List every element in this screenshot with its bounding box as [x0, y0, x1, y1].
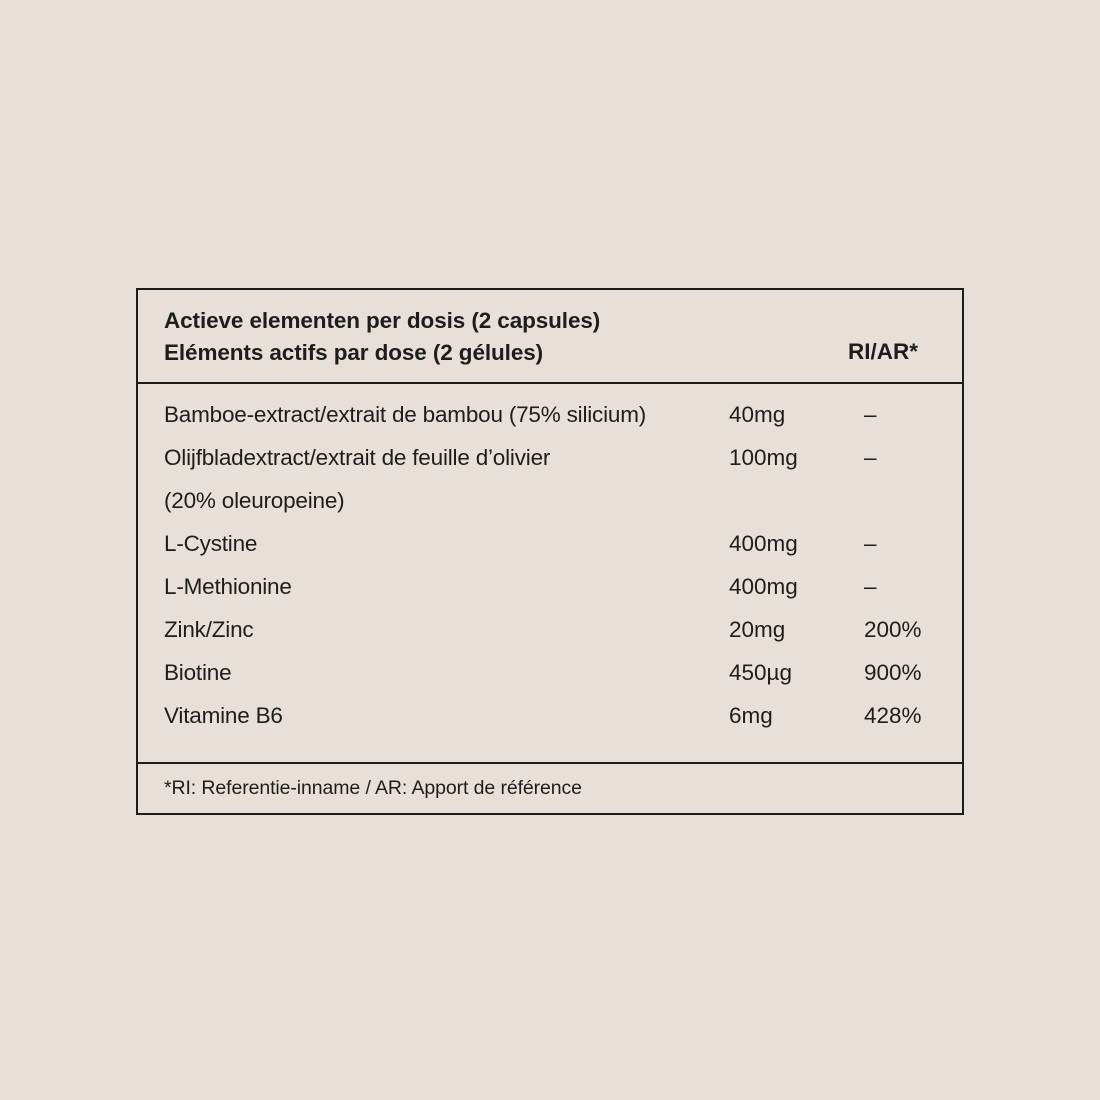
ingredient-ri: 200%: [864, 617, 922, 642]
table-row: [164, 658, 940, 701]
ingredient-ri: –: [864, 445, 877, 470]
ingredient-name: (20% oleuropeine): [164, 488, 345, 513]
ingredient-name: Zink/Zinc: [164, 617, 254, 642]
table-body: [138, 384, 962, 764]
ingredient-ri: 428%: [864, 703, 922, 728]
ingredient-name: L-Methionine: [164, 574, 292, 599]
ingredient-name: Biotine: [164, 660, 232, 685]
table-row: [164, 615, 940, 658]
table-row: [164, 529, 940, 572]
ingredient-amount: 6mg: [729, 703, 773, 728]
table-footnote: *RI: Referentie-inname / AR: Apport de référence: [164, 777, 582, 799]
ingredient-name: Vitamine B6: [164, 703, 283, 728]
header-ri-column-label: RI/AR*: [847, 339, 918, 365]
header-title-fr: Eléments actifs par dose (2 gélules): [164, 339, 544, 365]
table-header: [138, 290, 962, 384]
ingredient-ri: –: [864, 574, 877, 599]
ingredient-amount: 100mg: [729, 445, 798, 470]
header-titles: [164, 306, 600, 368]
ingredient-amount: 400mg: [729, 574, 798, 599]
ingredient-amount: 40mg: [729, 402, 786, 427]
table-row: [164, 443, 940, 486]
ingredient-amount: 20mg: [729, 617, 786, 642]
supplement-facts-panel: [136, 288, 964, 815]
ingredient-ri: –: [864, 531, 877, 556]
ingredient-name: L-Cystine: [164, 531, 258, 556]
ingredient-ri: 900%: [864, 660, 922, 685]
table-row: [164, 400, 940, 443]
table-row: [164, 572, 940, 615]
ingredient-amount: 400mg: [729, 531, 798, 556]
ingredient-amount: 450µg: [729, 660, 793, 685]
table-row: [164, 486, 940, 529]
header-title-nl: Actieve elementen per dosis (2 capsules): [164, 308, 601, 333]
ingredient-name: Olijfbladextract/extrait de feuille d’olivier: [164, 445, 551, 470]
ingredient-ri: –: [864, 402, 877, 427]
ingredient-name: Bamboe-extract/extrait de bambou (75% silicium): [164, 402, 647, 427]
table-row: [164, 701, 940, 744]
